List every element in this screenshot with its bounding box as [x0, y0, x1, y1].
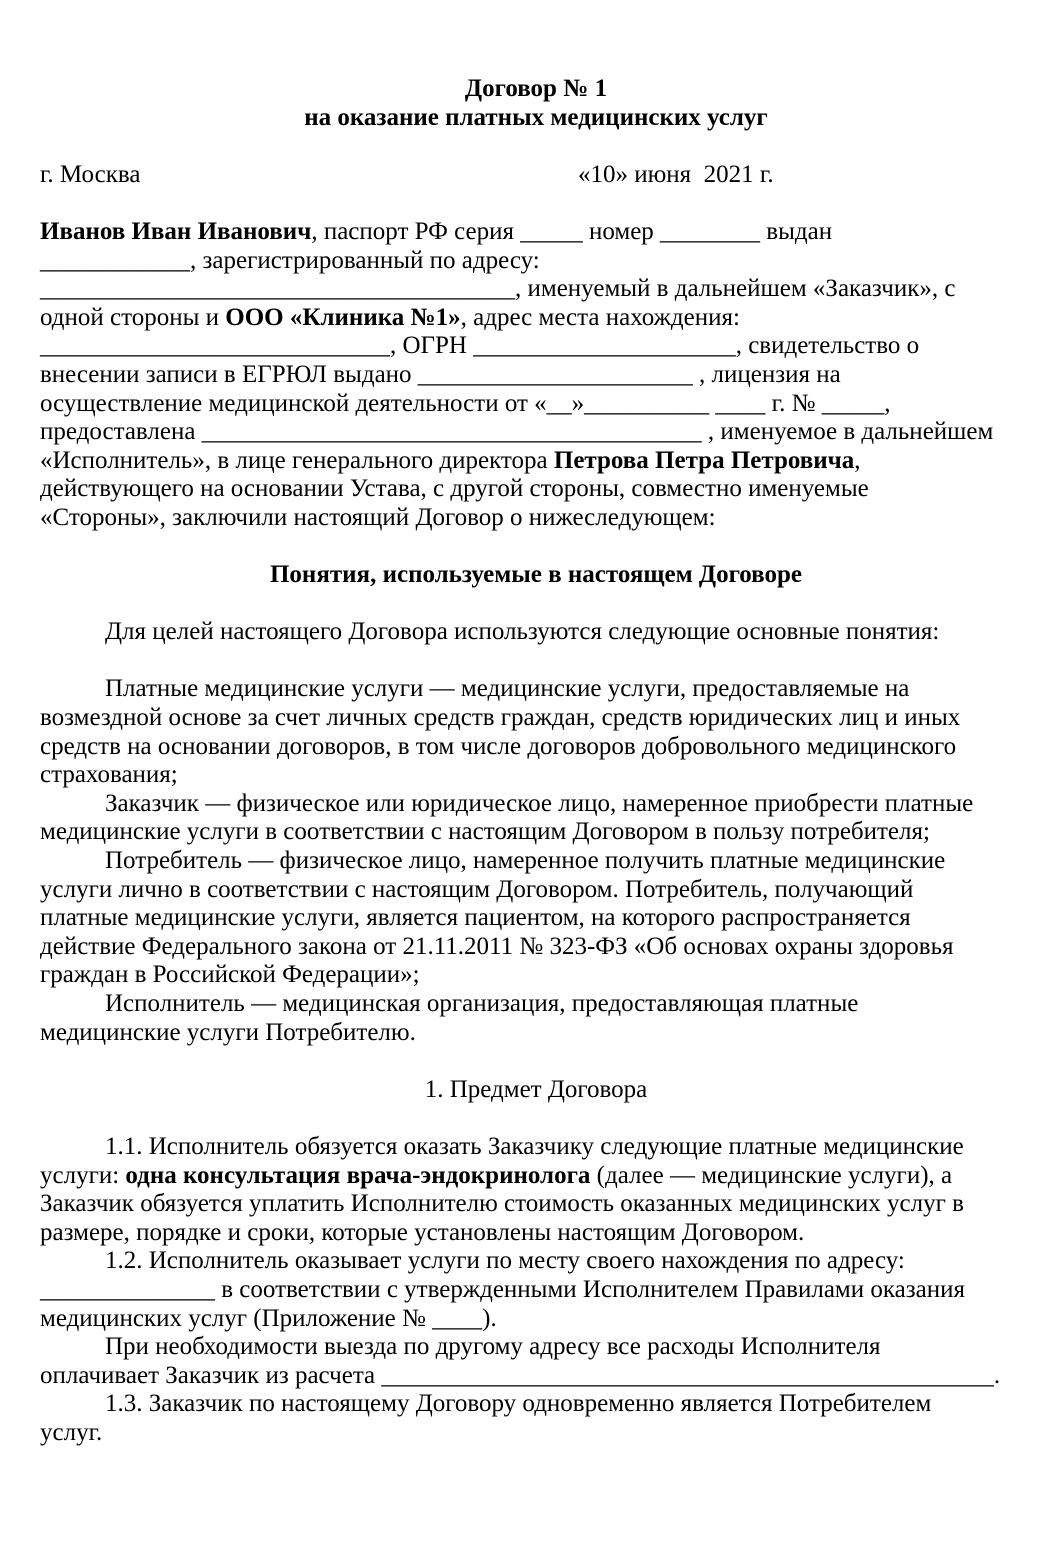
doc-line — [40, 818, 1032, 847]
doc-line — [40, 1133, 1032, 1162]
text-segment: Заказчик — физическое или юридическое лицо, намеренное приобрести платные — [105, 789, 974, 817]
text-segment: одной стороны и — [40, 303, 226, 331]
text-segment: граждан в Российской Федерации»; — [40, 961, 420, 989]
doc-line — [40, 218, 1032, 247]
blank-line — [40, 189, 1032, 218]
bold-text-segment: Иванов Иван Иванович — [40, 217, 312, 245]
text-segment: возмездной основе за счет личных средств граждан, средств юридических лиц и иных — [40, 704, 961, 732]
text-segment: , паспорт РФ серия _____ номер ________ выдан — [311, 217, 833, 245]
bold-text-segment: Понятия, используемые в настоящем Договоре — [269, 561, 803, 589]
blank-line — [40, 1047, 1032, 1076]
text-segment: ____________, зарегистрированный по адресу: — [40, 246, 540, 274]
text-segment: услуги: — [40, 1161, 126, 1189]
bold-text-segment: Петрова Петра Петровича — [553, 446, 855, 474]
doc-line — [40, 618, 1032, 647]
doc-line — [40, 475, 1032, 504]
doc-line — [40, 275, 1032, 304]
doc-line — [40, 675, 1032, 704]
doc-line — [40, 1362, 1032, 1391]
text-segment: медицинских услуг (Приложение № ____). — [40, 1304, 497, 1332]
text-segment: размере, порядке и сроки, которые установлены настоящим Договором. — [40, 1218, 805, 1246]
doc-line — [40, 790, 1032, 819]
text-segment: средств на основании договоров, в том числе договоров добровольного медицинского — [40, 732, 957, 760]
doc-line — [40, 761, 1032, 790]
text-segment: ______________________________________, именуемый в дальнейшем «Заказчик», с — [40, 275, 956, 303]
doc-line — [40, 904, 1032, 933]
doc-body — [40, 75, 1032, 1448]
doc-line — [40, 1419, 1032, 1448]
text-segment: медицинские услуги в соответствии с настоящим Договором в пользу потребителя; — [40, 818, 930, 846]
doc-line — [40, 361, 1032, 390]
doc-line — [40, 1276, 1032, 1305]
bold-text-segment: одна консультация врача-эндокринолога — [125, 1161, 591, 1189]
text-segment: действующего на основании Устава, с другой стороны, совместно именуемые — [40, 475, 869, 503]
date-label: «10» июня 2021 г. — [578, 160, 774, 188]
text-segment: При необходимости выезда по другому адресу все расходы Исполнителя — [105, 1333, 881, 1361]
section-heading — [40, 561, 1032, 590]
text-segment: Заказчик обязуется уплатить Исполнителю стоимость оказанных медицинских услуг в — [40, 1190, 964, 1218]
doc-line — [40, 704, 1032, 733]
text-segment: услуги лично в соответствии с настоящим Договором. Потребитель, получающий — [40, 875, 914, 903]
doc-line — [40, 1219, 1032, 1248]
text-segment: «Исполнитель», в лице генерального директора — [40, 446, 554, 474]
doc-line — [40, 1305, 1032, 1334]
doc-line — [40, 1019, 1032, 1048]
blank-line — [40, 1104, 1032, 1133]
text-segment: Платные медицинские услуги — медицинские услуги, предоставляемые на — [105, 675, 910, 703]
doc-line — [40, 876, 1032, 905]
text-segment: Исполнитель — медицинская организация, предоставляющая платные — [105, 990, 859, 1017]
place-label: г. Москва — [40, 160, 141, 188]
doc-line — [40, 1390, 1032, 1419]
bold-text-segment: Договор № 1 — [464, 75, 608, 102]
text-segment: , — [854, 446, 861, 474]
doc-line — [40, 418, 1032, 447]
doc-line — [40, 304, 1032, 333]
text-segment: оплачивает Заказчик из расчета _________________________________________________. — [40, 1361, 1001, 1389]
text-segment: , адрес места нахождения: — [460, 303, 740, 331]
doc-title-line — [40, 75, 1032, 104]
section-heading — [40, 1076, 1032, 1105]
bold-text-segment: на оказание платных медицинских услуг — [304, 103, 768, 131]
text-segment: предоставлена ________________________________________ , именуемое в дальнейшем — [40, 418, 994, 446]
doc-line — [40, 390, 1032, 419]
text-segment: ____________________________, ОГРН _____________________, свидетельство о — [40, 332, 920, 360]
blank-line — [40, 132, 1032, 161]
text-segment: «Стороны», заключили настоящий Договор о нижеследующем: — [40, 503, 716, 531]
text-segment: платные медицинские услуги, является пациентом, на которого распространяется — [40, 904, 911, 932]
doc-line — [40, 990, 1032, 1019]
blank-line — [40, 590, 1032, 619]
blank-line — [40, 533, 1032, 562]
doc-line — [40, 847, 1032, 876]
doc-line — [40, 447, 1032, 476]
text-segment: медицинские услуги Потребителю. — [40, 1018, 416, 1046]
blank-line — [40, 647, 1032, 676]
doc-line — [40, 332, 1032, 361]
doc-line — [40, 1162, 1032, 1191]
text-segment: страхования; — [40, 761, 178, 789]
doc-line — [40, 1247, 1032, 1276]
place-date-line — [40, 161, 1032, 190]
text-segment: 1.3. Заказчик по настоящему Договору одновременно является Потребителем — [105, 1390, 932, 1418]
text-segment: Для целей настоящего Договора используются следующие основные понятия: — [105, 618, 940, 646]
text-segment: услуг. — [40, 1418, 103, 1446]
doc-line — [40, 961, 1032, 990]
doc-title-line — [40, 104, 1032, 133]
text-segment: 1.2. Исполнитель оказывает услуги по месту своего нахождения по адресу: — [105, 1247, 905, 1275]
doc-line — [40, 1190, 1032, 1219]
text-segment: (далее — медицинские услуги), а — [590, 1161, 953, 1189]
doc-line — [40, 1333, 1032, 1362]
text-segment: 1.1. Исполнитель обязуется оказать Заказчику следующие платные медицинские — [105, 1132, 964, 1160]
doc-line — [40, 247, 1032, 276]
doc-line — [40, 504, 1032, 533]
text-segment: осуществление медицинской деятельности от «__»__________ ____ г. № _____, — [40, 389, 891, 417]
text-segment: ______________ в соответствии с утвержденными Исполнителем Правилами оказания — [40, 1275, 965, 1303]
doc-line — [40, 933, 1032, 962]
text-segment: внесении записи в ЕГРЮЛ выдано ______________________ , лицензия на — [40, 360, 841, 388]
bold-text-segment: ООО «Клиника №1» — [225, 303, 461, 331]
text-segment: Потребитель — физическое лицо, намеренное получить платные медицинские — [105, 847, 946, 875]
text-segment: действие Федерального закона от 21.11.2011 № 323-ФЗ «Об основах охраны здоровья — [40, 932, 954, 960]
text-segment: 1. Предмет Договора — [424, 1075, 648, 1103]
doc-line — [40, 733, 1032, 762]
